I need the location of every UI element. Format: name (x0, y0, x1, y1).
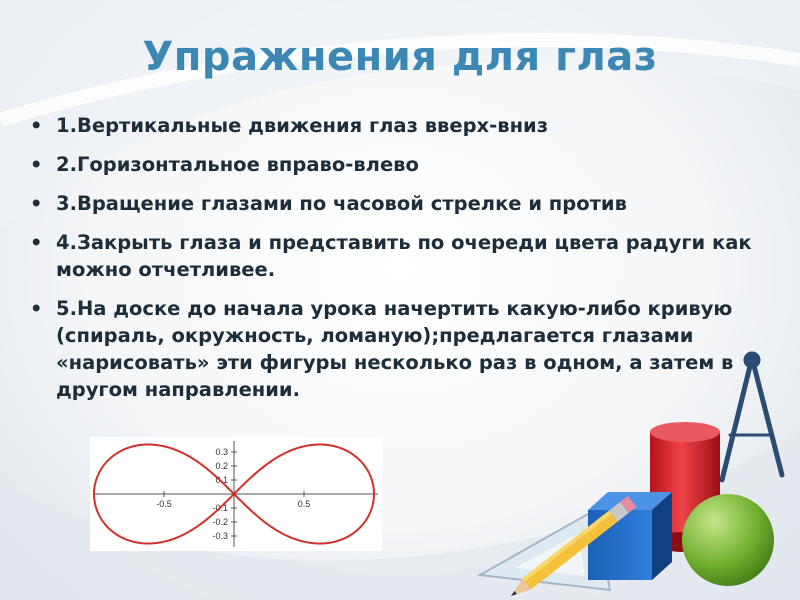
sphere-icon (682, 494, 774, 586)
list-item: • 4.Закрыть глаза и представить по очереди цвета радуги как можно отчетливее. (28, 229, 768, 283)
y-tick-label: -0.1 (212, 503, 228, 513)
y-tick-label: 0.2 (215, 461, 228, 471)
x-tick-label: -0.5 (156, 499, 172, 509)
geometry-illustration (460, 340, 800, 600)
list-item: • 2.Горизонтальное вправо-влево (28, 151, 768, 178)
slide-title: Упражнения для глаз (142, 34, 658, 80)
y-tick-label: -0.2 (212, 517, 228, 527)
y-tick-label: 0.1 (215, 475, 228, 485)
compass-icon (722, 354, 782, 480)
list-item: • 1.Вертикальные движения глаз вверх-вниз (28, 112, 768, 139)
y-tick-label: -0.3 (212, 531, 228, 541)
x-tick-label: 0.5 (297, 499, 311, 509)
y-tick-label: 0.3 (215, 447, 228, 457)
list-item: • 3.Вращение глазами по часовой стрелке и против (28, 190, 768, 217)
list-item: • 5.На доске до начала урока начертить какую-либо кривую (спираль, окружность, ломаную);предлагается глазами «нарисовать» эти фигуры несколько раз в одном, а затем в другом направлении. (28, 295, 768, 403)
lemniscate-plot (90, 437, 382, 551)
